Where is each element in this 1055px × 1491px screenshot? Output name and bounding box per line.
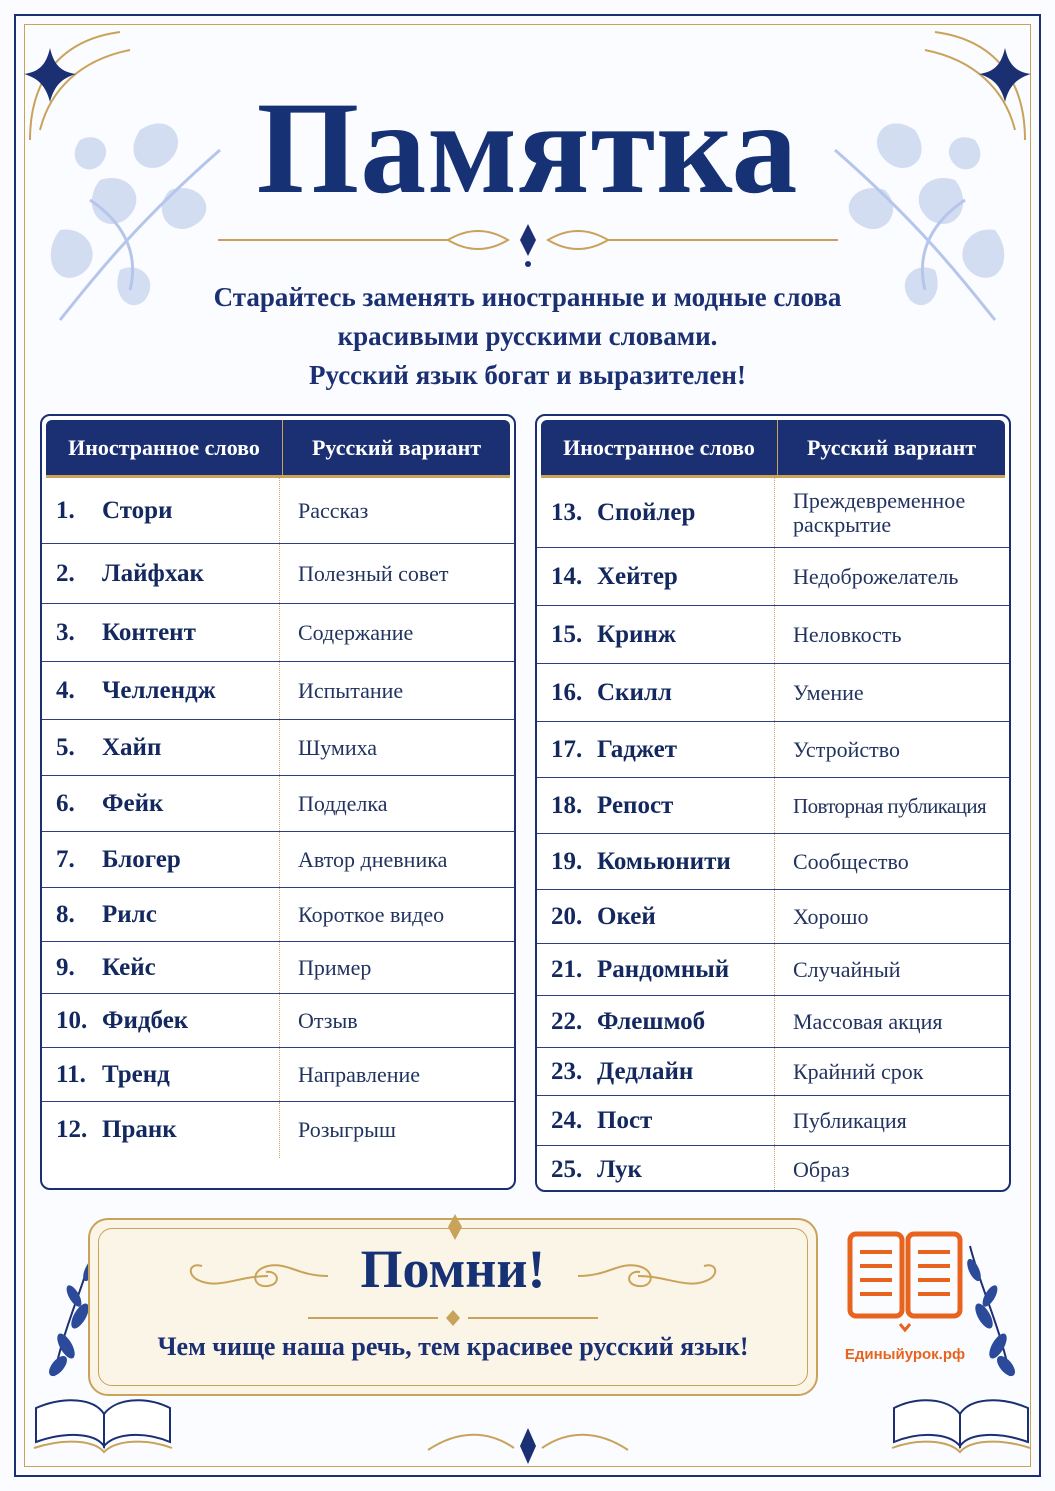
table-row xyxy=(537,722,1009,778)
foreign-word-cell xyxy=(537,890,775,943)
table-row xyxy=(42,1048,514,1102)
foreign-word-cell xyxy=(42,776,280,831)
russian-variant-cell: Розыгрыш xyxy=(298,1117,396,1142)
foreign-word: Репост xyxy=(597,791,674,819)
russian-variant-cell: Подделка xyxy=(298,790,388,816)
header-russian-variant: Русский вариант xyxy=(311,434,482,460)
row-number: 13. xyxy=(551,498,583,526)
russian-variant-cell: Содержание xyxy=(298,619,414,645)
header-foreign-word: Иностранное слово xyxy=(46,420,283,475)
foreign-word-cell xyxy=(537,478,775,547)
russian-variant-cell: Устройство xyxy=(793,736,900,762)
russian-variant-cell: Неловкость xyxy=(793,621,902,647)
foreign-word-cell xyxy=(537,548,775,605)
foreign-word: Спойлер xyxy=(597,498,696,526)
remember-divider xyxy=(308,1308,598,1328)
row-number: 21. xyxy=(551,955,583,983)
foreign-word: Пранк xyxy=(102,1116,177,1143)
russian-variant-cell: Хорошо xyxy=(793,903,869,929)
row-number: 14. xyxy=(551,562,583,590)
table-row xyxy=(42,776,514,832)
row-number: 15. xyxy=(551,620,583,648)
russian-variant-cell: Сообщество xyxy=(793,848,909,874)
foreign-word-cell xyxy=(42,888,280,941)
foreign-word-cell xyxy=(537,1048,775,1095)
foreign-word: Комьюнити xyxy=(597,847,731,875)
russian-variant-cell: Умение xyxy=(793,679,864,705)
table-row xyxy=(537,1146,1009,1192)
russian-variant-cell: Пример xyxy=(298,954,372,980)
russian-variant-cell: Шумиха xyxy=(298,734,378,760)
table-body xyxy=(537,478,1009,1192)
row-number: 23. xyxy=(551,1057,583,1085)
row-number: 11. xyxy=(56,1060,86,1088)
foreign-word-cell xyxy=(42,942,280,993)
row-number: 4. xyxy=(56,676,75,704)
subtitle-line-2: красивыми русскими словами. xyxy=(337,321,718,351)
row-number: 1. xyxy=(56,496,75,524)
table-row xyxy=(537,606,1009,664)
table-row xyxy=(537,1096,1009,1146)
row-number: 3. xyxy=(56,618,75,646)
foreign-word: Рилс xyxy=(102,900,157,928)
table-row xyxy=(537,478,1009,548)
table-row xyxy=(537,834,1009,890)
foreign-word-cell xyxy=(537,606,775,663)
row-number: 7. xyxy=(56,845,75,873)
subtitle-line-3: Русский язык богат и выразителен! xyxy=(309,360,746,390)
foreign-word-cell xyxy=(537,1096,775,1145)
foreign-word-cell xyxy=(42,662,280,719)
foreign-word: Контент xyxy=(102,618,196,646)
row-number: 19. xyxy=(551,847,583,875)
row-number: 16. xyxy=(551,678,583,706)
foreign-word: Скилл xyxy=(597,678,672,706)
table-row xyxy=(42,662,514,720)
foreign-word: Блогер xyxy=(102,845,181,873)
header-russian-variant: Русский вариант xyxy=(806,434,977,460)
bottom-center-ornament xyxy=(418,1420,638,1470)
table-row xyxy=(537,778,1009,834)
foreign-word: Челлендж xyxy=(102,676,216,704)
subtitle xyxy=(100,278,955,395)
foreign-word: Кринж xyxy=(597,620,676,648)
foreign-word-cell xyxy=(42,994,280,1047)
foreign-word: Дедлайн xyxy=(597,1057,694,1085)
row-number: 12. xyxy=(56,1116,88,1143)
page-title: Памятка xyxy=(256,74,799,221)
russian-variant-cell: Полезный совет xyxy=(298,560,449,586)
foreign-word: Хайп xyxy=(102,733,162,761)
row-number: 9. xyxy=(56,953,75,981)
foreign-word: Пост xyxy=(597,1106,653,1134)
table-row xyxy=(42,994,514,1048)
foreign-word: Кейс xyxy=(102,953,156,981)
foreign-word: Хейтер xyxy=(597,562,678,590)
table-row xyxy=(537,996,1009,1048)
table-row xyxy=(42,478,514,544)
table-row xyxy=(537,548,1009,606)
foreign-word-cell xyxy=(537,722,775,777)
table-header xyxy=(46,420,510,478)
russian-variant-cell: Крайний срок xyxy=(793,1058,924,1084)
foreign-word: Лайфхак xyxy=(102,559,204,587)
foreign-word-cell xyxy=(42,832,280,887)
foreign-word-cell xyxy=(42,720,280,775)
russian-variant-cell: Повторная публикация xyxy=(793,793,987,818)
foreign-word-cell xyxy=(42,604,280,661)
remember-title: Помни! xyxy=(360,1239,546,1299)
right-word-table xyxy=(535,414,1011,1192)
table-row xyxy=(42,1102,514,1158)
foreign-word-cell xyxy=(537,944,775,995)
foreign-word: Лук xyxy=(597,1156,642,1183)
foreign-word-cell xyxy=(537,834,775,889)
russian-variant-cell: Преждевременное раскрытие xyxy=(793,487,966,537)
row-number: 8. xyxy=(56,900,75,928)
foreign-word: Флешмоб xyxy=(597,1007,706,1035)
foreign-word: Стори xyxy=(102,496,173,524)
foreign-word: Фейк xyxy=(102,789,164,817)
russian-variant-cell: Испытание xyxy=(298,677,404,703)
foreign-word: Рандомный xyxy=(597,955,730,983)
table-row xyxy=(42,720,514,776)
foreign-word-cell xyxy=(42,1048,280,1101)
russian-variant-cell: Направление xyxy=(298,1061,421,1087)
table-body xyxy=(42,478,514,1158)
row-number: 17. xyxy=(551,735,583,763)
foreign-word: Тренд xyxy=(102,1060,170,1088)
russian-variant-cell: Рассказ xyxy=(298,497,369,523)
russian-variant-cell: Массовая акция xyxy=(793,1008,943,1034)
foreign-word-cell xyxy=(537,778,775,833)
row-number: 18. xyxy=(551,791,583,819)
row-number: 2. xyxy=(56,559,75,587)
table-row xyxy=(537,890,1009,944)
foreign-word: Окей xyxy=(597,902,656,930)
left-word-table xyxy=(40,414,516,1190)
row-number: 6. xyxy=(56,789,75,817)
remember-text: Чем чище наша речь, тем красивее русский язык! xyxy=(157,1332,749,1361)
foreign-word-cell xyxy=(537,996,775,1047)
subtitle-line-1: Старайтесь заменять иностранные и модные слова xyxy=(213,282,842,312)
row-number: 25. xyxy=(551,1156,583,1183)
foreign-word-cell xyxy=(42,478,280,543)
row-number: 5. xyxy=(56,733,75,761)
table-row xyxy=(42,604,514,662)
foreign-word-cell xyxy=(537,1146,775,1192)
russian-variant-cell: Отзыв xyxy=(298,1007,358,1033)
header-foreign-word: Иностранное слово xyxy=(541,420,778,475)
row-number: 20. xyxy=(551,902,583,930)
row-number: 10. xyxy=(56,1006,88,1034)
foreign-word: Гаджет xyxy=(597,735,678,763)
russian-variant-cell: Образ xyxy=(793,1157,850,1182)
open-book-icon xyxy=(840,1226,970,1346)
russian-variant-cell: Короткое видео xyxy=(298,901,445,927)
title-divider-ornament xyxy=(218,218,838,268)
russian-variant-cell: Автор дневника xyxy=(298,846,448,872)
row-number: 24. xyxy=(551,1106,583,1134)
table-row xyxy=(537,664,1009,722)
table-row xyxy=(537,1048,1009,1096)
russian-variant-cell: Недоброжелатель xyxy=(793,563,959,589)
row-number: 22. xyxy=(551,1007,583,1035)
foreign-word: Фидбек xyxy=(102,1006,189,1034)
foreign-word-cell xyxy=(42,1102,280,1158)
logo-text: Единыйурок.рф xyxy=(844,1346,966,1363)
foreign-word-cell xyxy=(42,544,280,603)
foreign-word-cell xyxy=(537,664,775,721)
russian-variant-cell: Случайный xyxy=(793,956,901,982)
russian-variant-cell: Публикация xyxy=(793,1107,907,1133)
table-row xyxy=(42,544,514,604)
table-row xyxy=(42,942,514,994)
table-row xyxy=(537,944,1009,996)
table-header xyxy=(541,420,1005,478)
table-row xyxy=(42,888,514,942)
table-row xyxy=(42,832,514,888)
